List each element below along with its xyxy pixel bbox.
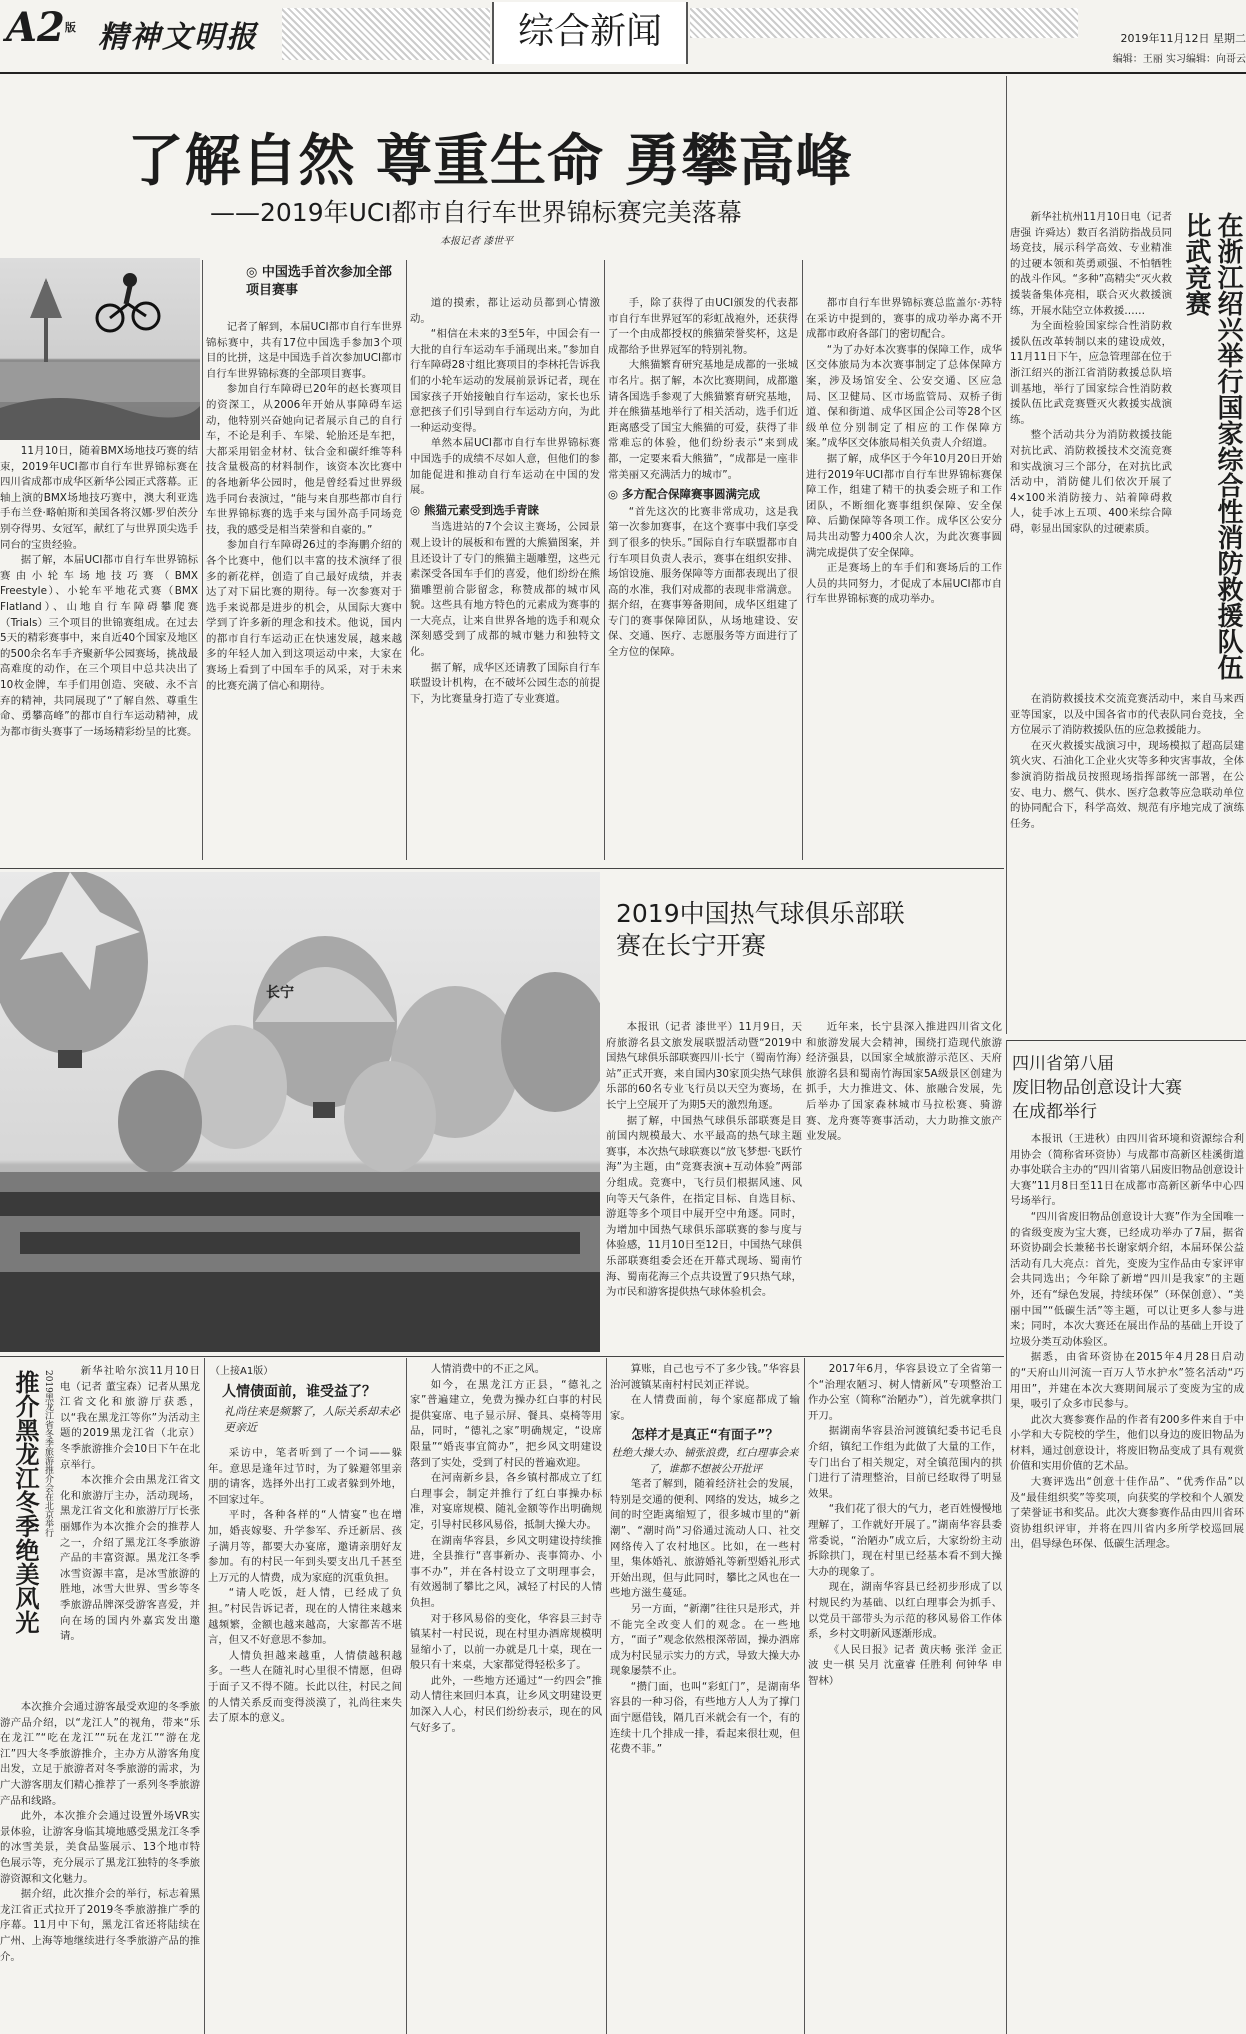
gift-body-2: 人情消费中的不正之风。 如今，在黑龙江方正县，“德礼之家”普遍建立，免费为操办红白事的村民提供宴席、电子显示屏、餐具、桌椅等用品，同时，“德礼之家”明确规定，“设席限量”“婚丧事宜简办”，把乡风文明建设落到了实处，受到了村民的普遍欢迎。 在河南新乡县，各乡镇村都成立了红白理事会，制定并推行了红白事操办标准，对宴席规模、随礼金额等作出明确规定，引导村民移风易俗，抵制大操大办。 在湖南华容县，乡风文明建设持续推进，全县推行“喜事新办、丧事简办、小事不办”，并在各村设立了文明理事会，有效遏制了攀比之风，减轻了村民的人情负担。 对于移风易俗的变化，华容县三封寺镇某村一村民说，现在村里办酒席规模明显缩小了，以前一办就是几十桌，现在一般只有十来桌，大家都觉得轻松多了。 此外，一些地方还通过“一约四会”推动人情往来回归本真，让乡风文明建设更加深入人心，村民们纷纷表示，现在的风气好多了。 xyxy=(410,1363,602,1734)
lead-subhead: ——2019年UCI都市自行车世界锦标赛完美落幕 xyxy=(210,198,742,227)
recycle-headline xyxy=(1012,1052,1244,1124)
balloon-headline: 2019中国热气球俱乐部联赛在长宁开赛 xyxy=(616,899,905,960)
lead-column-divider-4 xyxy=(802,260,803,860)
hlj-headline: 推介黑龙江冬季绝美风光 xyxy=(11,1370,40,1634)
bmx-photo-drawing xyxy=(0,258,200,440)
lower-top-rule xyxy=(0,1356,1004,1357)
issue-date: 2019年11月12日 星期二 xyxy=(1120,32,1246,45)
balloon-photo xyxy=(0,872,600,1352)
lead-column-2: 记者了解到，本届UCI都市自行车世界锦标赛中，共有17位中国选手参加3个项目的比拼，这是中国选手首次参加UCI都市自行车世界锦标赛的全部项目赛事。 参加自行车障碍已20年的赵长赛项目的资深工，从2006年开始从事障碍车运动，他特别兴奋她向记者展示自己的自行车，不论是利手、车梁、轮胎还是车把，大都采用铝金材材、钛合金和碳纤维等科技含量极高的材料制作，该资本次比赛中的各地新华公园时，他是曾经看过世界级选手同台表演过，“能与来自那些都市自行车世界锦标赛的选手来与国外高手同场竞技，我的感受是相当荣誉和自豪的。” 参加自行车障碍26过的李海鹏介绍的各个比赛中，他们以丰富的技术演绎了很多的新花样，创造了自己最好成绩，并表达了对下届比赛的期待。每一次参赛对于选手来说都是进步的机会，从国际大赛中学到了许多新的理念和技术。他说，国内的都市自行车运动正在快速发展，越来越多的年轻人加入到这项运动中来，大家在赛场上看到了中国车手的风采，对于未来的比赛充满了信心和期待。 xyxy=(206,321,402,692)
balloon-photo-banner: 长宁 xyxy=(266,985,294,1001)
gift-body-4: 2017年6月，华容县设立了全省第一个“治理农陋习、树人情新风”专项整治工作办公室（简称“治陋办”），首先就拿拱门开刀。 据湖南华容县治河渡镇纪委书记毛良介绍，镇纪工作组为此做了大量的工作，专门出台了相关规定，对全镇范围内的拱门进行了清理整治，目前已经取得了明显效果。 “我们花了很大的气力，老百姓慢慢地理解了，工作就好开展了。”湖南华容县委常委说，“治陋办”成立后，大家纷纷主动拆除拱门，现在村里已经基本看不到大操大办的现象了。 现在，湖南华容县已经初步形成了以村规民约为基础、以红白理事会为抓手、以党员干部带头为示范的移风易俗工作体系，乡村文明新风逐渐形成。 《人民日报》记者 黄庆畅 张洋 金正波 史一棋 吴月 沈童睿 任胜利 何钟华 申智林） xyxy=(808,1363,1002,1687)
paper-name: 精神文明报 xyxy=(98,20,258,55)
balloon-photo-drawing xyxy=(0,872,600,1352)
gift-body-3: 算账，自己也亏不了多少钱。”华容县治河渡镇某南村村民刘正祥说。 在人情费面前，每个家庭都成了输家。 怎样才是真正“有面子”？ 杜绝大操大办、铺张浪费，红白理事会来了，谁都不想被公开批评 笔者了解到，随着经济社会的发展，特别是交通的便利、网络的发达，城乡之间的时空距离缩短了，很多城市里的“新潮”、“潮时尚”习俗通过流动人口、社交网络传入了农村地区。比如，在一些村里，集体婚礼、旅游婚礼等新型婚礼形式开始出现，但与此同时，攀比之风也在一些地方滋生蔓延。 另一方面，“新潮”往往只是形式，并不能完全改变人们的观念。在一些地方，“面子”观念依然根深蒂固，操办酒席成为村民显示实力的方式，导致大操大办现象屡禁不止。 “攒门面，也叫“彩虹门”，是湖南华容县的一种习俗，有些地方人人为了撑门面宁愿借钱，隔几百米就会有一个，有的连续十几个排成一排，看起来很壮观，但花费不菲。” xyxy=(610,1363,800,1756)
fire-divider xyxy=(1006,76,1007,1034)
fire-body: 新华社杭州11月10日电（记者 唐强 许舜达）数百名消防指战员同场竞技，展示科学高效、专业精准的过硬本领和英勇顽强、不怕牺牲的战斗作风。“多种”高精尖“灭火救援装备集体亮相，联合灭火救援演练，开展水陆空立体救援…… 为全面检验国家综合性消防救援队伍改革转制以来的建设成效，11月11日下午，应急管理部在位于浙江绍兴的浙江省消防救援总队培训基地，举行了国家综合性消防救援队伍比武竞赛暨灭火救援实战演练。 整个活动共分为消防救援技能对抗比武、消防救援技术交流竞赛和实战演习三个部分，在对抗比武活动中，消防健儿们依次开展了4×100米消防接力、站着障碍救人，徒手冰上五项、400米综合障碍，彰显出国家队的过硬素质。 xyxy=(1010,211,1172,535)
lead-column-divider-1 xyxy=(202,260,203,860)
editors: 编辑：王丽 实习编辑：向哥云 xyxy=(1112,54,1246,65)
hlj-subtitle: 2019黑龙江省冬季旅游推介会在北京举行 xyxy=(43,1370,53,1537)
recycle-top-rule xyxy=(1006,1040,1246,1041)
gift-lead-tag: （上接A1版） xyxy=(210,1366,274,1377)
hlj-body-top: 新华社哈尔滨11月10日电（记者 董宝森）记者从黑龙江省文化和旅游厅获悉，以“我在黑龙江等你”为活动主题的2019黑龙江省（北京）冬季旅游推介会10日下午在北京举行。 本次推介会由黑龙江省文化和旅游厅主办，活动现场，黑龙江省文化和旅游厅厅长张丽娜作为本次推介会的推荐人之一，介绍了黑龙江冬季旅游产品的丰富资源。黑龙江冬季冰雪资源丰富，是冰雪旅游的胜地，冰雪大世界、雪乡等冬季旅游品牌深受游客喜爱，并向在场的国内外嘉宾发出邀请。 xyxy=(60,1365,200,1643)
page-number: A2版 xyxy=(6,4,76,51)
balloon-body-1: 本报讯（记者 漆世平）11月9日，天府旅游名县文旅发展联盟活动暨“2019中国热气球俱乐部联赛四川·长宁（蜀南竹海）站”正式开赛，来自国内30家顶尖热气球俱乐部的60名专业飞行员以天空为赛场，在长宁上空展开了为期5天的激烈角逐。 据了解，中国热气球俱乐部联赛是目前国内规模最大、水平最高的热气球主题赛事，本次热气球联赛以“放飞梦想·飞跃竹海”为主题，由“竞赛表演+互动体验”两部分组成。竞赛中，飞行员们根据风速、风向等天气条件，在指定目标、自选目标、游逛等多个项目中展开空中角逐。同时，为增加中国热气球俱乐部联赛的参与度与体验感，11月10日至12日，中国热气球俱乐部联赛组委会还在开幕式现场、蜀南竹海、蜀南花海三个点共设置了9只热气球，为市民和游客提供热气球体验机会。 xyxy=(606,1021,802,1299)
section-title: 综合新闻 xyxy=(492,2,688,64)
gift-headline: 人情债面前，谁受益了？ xyxy=(222,1384,376,1400)
fire-body-continued: 在消防救援技术交流竞赛活动中，来自马来西亚等国家，以及中国各省市的代表队同台竞技，全方位展示了消防救援队伍的应急救援能力。 在灭火救援实战演习中，现场模拟了超高层建筑火灾、石油化工企业火灾等多种灾害事故，全体参演消防指战员按照现场指挥部统一部署，在公安、电力、燃气、供水、医疗急救等应急联动单位的协同配合下，科学高效、规范有序地完成了演练任务。 xyxy=(1010,693,1244,830)
lead-byline: 本报记者 漆世平 xyxy=(440,236,514,247)
masthead-pattern xyxy=(282,8,490,60)
page-number-suffix: 版 xyxy=(64,21,76,34)
lead-column-divider-2 xyxy=(406,260,407,860)
recycle-divider xyxy=(1006,1040,1007,2034)
lead-column-3: 道的摸索，都让运动员都到心情激动。 “相信在未来的3至5年，中国会有一大批的自行车运动车手涌现出来。”参加自行车障碍28寸组比赛项目的李林托告诉我们的小轮车运动的发展前景诉记者，现在国家孩子开始接触自行车运动，家长也乐意把孩子们引导到自行车运动方向，为此一种运动变得。 单然本届UCI都市自行车世界锦标赛中国选手的成绩不尽如人意，但他们的参加能促进和推动自行车运动在中国的发展。 ◎ 熊猫元素受到选手青睐 当选进站的7个会议主赛场，公园景观上设计的展板和布置的大熊猫图案，并且还设计了专门的熊猫主题雕塑，这些元素深受各国车手们的喜爱，他们纷纷在熊猫雕塑前合影留念，称赞成都的城市风貌。这些具有地方特色的元素成为赛事的一大亮点，让来自世界各地的选手和观众深刻感受到了成都的城市魅力和独特文化。 据了解，成华区还请教了国际自行车联盟设计机构，在不破坏公园生态的前提下，为比赛量身打造了专业赛道。 xyxy=(410,297,600,705)
bmx-photo xyxy=(0,258,200,440)
fire-headline: 在浙江绍兴举行国家综合性消防救援队伍比武竞赛 xyxy=(1181,212,1243,680)
masthead xyxy=(0,0,1246,72)
recycle-headline-line-3: 在成都举行 xyxy=(1012,1102,1097,1122)
gift-subhead: 礼尚往来是频繁了，人际关系却未必更亲近 xyxy=(224,1405,400,1434)
gift-divider-4 xyxy=(804,1358,805,2034)
recycle-body: 本报讯（王进秋）由四川省环境和资源综合利用协会（简称省环资协）与成都市高新区桂溪街道办事处联合主办的“四川省第八届废旧物品创意设计大赛”11月8日至11日在成都市高新区新华中心四号场举行。 “四川省废旧物品创意设计大赛”作为全国唯一的省级变废为宝大赛，已经成功举办了7届，据省环资协副会长兼秘书长谢家炳介绍，本届环保公益活动有几大亮点：首先，变废为宝作品由专家评审会共同选出；今年除了新增“四川是我家”的主题外，还有“绿色发展，持续环保”（环保创意）、“美丽中国”“低碳生活”等主题，可以让更多人参与进来；同时，本次大赛还在展出作品的基础上开设了垃圾分类互动体验区。 据悉，由省环资协在2015年4月28日启动的“天府山川河流一百万人节水护水”签名活动“巧用田”，并建在本次大赛期间展示了变废为宝的成果，吸引了众多市民参与。 此次大赛参赛作品的作者有200多件来自于中小学和大专院校的学生，他们以身边的废旧物品为材料，通过创意设计，将废旧物品变成了具有观赏价值和实用价值的艺术品。 大赛评选出“创意十佳作品”、“优秀作品”以及“最佳组织奖”等奖项，向获奖的学校和个人颁发了荣誉证书和奖品。此次大赛参赛作品由四川省环资协组织评审，并将在四川省内多所学校巡回展出，倡导绿色环保、低碳生活理念。 xyxy=(1010,1133,1244,1551)
hlj-body-bottom: 本次推介会通过游客最受欢迎的冬季旅游产品介绍，以“龙江人”的视角，带来“乐在龙江”“吃在龙江”“玩在龙江”“游在龙江”四大冬季旅游推介，主办方从游客角度出发，立足于旅游者对冬季旅游的需求，为广大游客朋友们精心推荐了一系列冬季旅游产品和线路。 此外，本次推介会通过设置外场VR实景体验，让游客身临其境地感受黑龙江冬季的冰雪美景，美食品鉴展示、13个地市特色展示等，充分展示了黑龙江独特的冬季旅游资源和文化魅力。 据介绍，此次推介会的举行，标志着黑龙江省正式拉开了2019冬季旅游推广季的序幕。11月中下旬，黑龙江省还将陆续在广州、上海等地继续进行冬季旅游产品的推介。 xyxy=(0,1701,200,1963)
lead-column-5: 都市自行车世界锦标赛总监盖尔·苏特在采访中提到的，赛事的成功举办离不开成都市政府各部门的密切配合。 “为了办好本次赛事的保障工作，成华区交体旅局为本次赛事制定了总体保障方案，涉及场馆安全、公安交通、区应急局、区卫健局、区市场监管局、双桥子街道、保和街道、成华区国企公司等28个区级单位分别制定了相应的工作保障方案。”成华区交体旅局相关负责人介绍道。 据了解，成华区于今年10月20日开始进行2019年UCI都市自行车世界锦标赛保障工作，组建了精干的执委会班子和工作团队，不断细化赛事组织保障、安全保障、后勤保障等各项工作。成华区公安分局共出动警力400余人次，为此次赛事圆满完成提供了安全保障。 正是赛场上的车手们和赛场后的工作人员的共同努力，才促成了本届UCI都市自行车世界锦标赛的成功举办。 xyxy=(806,297,1002,606)
gift-divider-1 xyxy=(204,1358,205,2034)
lead-column-divider-3 xyxy=(604,260,605,860)
lead-column-1: 11月10日，随着BMX场地技巧赛的结束，2019年UCI都市自行车世界锦标赛在四川省成都市成华区新华公园正式落幕。正轴上演的BMX场地技巧赛中，澳大利亚选手布兰登·略帕斯和美国各将汉娜·罗伯茨分别夺得男、女冠军，献红了与世界顶尖选手同台的宝贵经验。 据了解，本届UCI都市自行车世界锦标赛由小轮车场地技巧赛（BMX Freestyle）、小轮车平地花式赛（BMX Flatland）、山地自行车障碍攀爬赛（Trials）三个项目的世锦赛组成。在过去5天的精彩赛事中，来自近40个国家及地区的500余名车手齐聚新华公园赛场，挑战最高难度的动作，在三个项目中总共决出了10枚金牌，车手们用创造、突破、永不言弃的精神，共同展现了“了解自然、尊重生命、勇攀高峰”的都市自行车运动精神，成为都市街头赛事了一场场精彩纷呈的比赛。 xyxy=(0,445,198,738)
lead-column-4: 手，除了获得了由UCI颁发的代表都市自行车世界冠军的彩虹战袍外，还获得了一个由成都授权的熊猫荣誉奖杯，这是成都给予世界冠军的特别礼物。 大熊猫繁育研究基地是成都的一张城市名片。据了解，本次比赛期间，成都邀请各国选手参观了大熊猫繁育研究基地，并在熊猫基地举行了相关活动，选手们近距离感受了国宝大熊猫的可爱，获得了非常难忘的体验，他们纷纷表示“来到成都，一定要来看大熊猫”，“成都是一座非常美丽又充满活力的城市”。 ◎ 多方配合保障赛事圆满完成 “首先这次的比赛非常成功，这是我第一次参加赛事，在这个赛事中我们享受到了很多的快乐。”国际自行车联盟都市自行车项目负责人表示，赛事在组织安排、场馆设施、服务保障等方面都表现出了很高的水准，我们对成都的表现非常满意。据介绍，在赛事筹备期间，成华区组建了专门的赛事保障团队，从场地建设、安保、交通、医疗、志愿服务等方面进行了全方位的保障。 xyxy=(608,297,798,659)
recycle-headline-line-1: 四川省第八届 xyxy=(1012,1054,1114,1074)
gift-body-1: 采访中，笔者听到了一个词——躲年。意思是逢年过节时，为了躲避邻里亲朋的请客，选择外出打工或者躲到外地，不回家过年。 平时，各种各样的“人情宴”也在增加，婚丧嫁娶、升学参军、乔迁新居、孩子满月等，都要大办宴席，邀请亲朋好友参加。有的村民一年到头要支出几千甚至上万元的人情费，成为家庭的沉重负担。 “请人吃饭，赶人情，已经成了负担。”村民告诉记者，现在的人情往来越来越频繁，金额也越来越高，大家都苦不堪言，但又不好意思不参加。 人情负担越来越重，人情债越积越多。一些人在随礼时心里很不情愿，但碍于面子又不得不随。长此以往，村民之间的人情关系反而变得淡漠了，礼尚往来失去了原本的意义。 xyxy=(208,1447,402,1725)
masthead-rule xyxy=(0,72,1246,74)
gift-divider-3 xyxy=(606,1358,607,2034)
balloon-body-2: 近年来，长宁县深入推进四川省文化和旅游发展大会精神，围绕打造现代旅游经济强县，以国家全域旅游示范区、天府旅游名县和蜀南竹海国家5A级景区创建为抓手，大力推进文、体、旅融合发展，先后举办了国家森林城市马拉松赛、骑游赛、龙舟赛等赛事活动，大力助推文旅产业发展。 xyxy=(806,1021,1002,1143)
recycle-headline-line-2: 废旧物品创意设计大赛 xyxy=(1012,1078,1182,1098)
lead-headline: 了解自然 尊重生命 勇攀高峰 xyxy=(127,128,853,194)
balloon-top-rule xyxy=(0,868,1004,869)
masthead-pattern-right xyxy=(690,8,1078,38)
lead-section-1-heading: ◎ 中国选手首次参加全部项目赛事 xyxy=(246,265,392,298)
gift-divider-2 xyxy=(406,1358,407,2034)
